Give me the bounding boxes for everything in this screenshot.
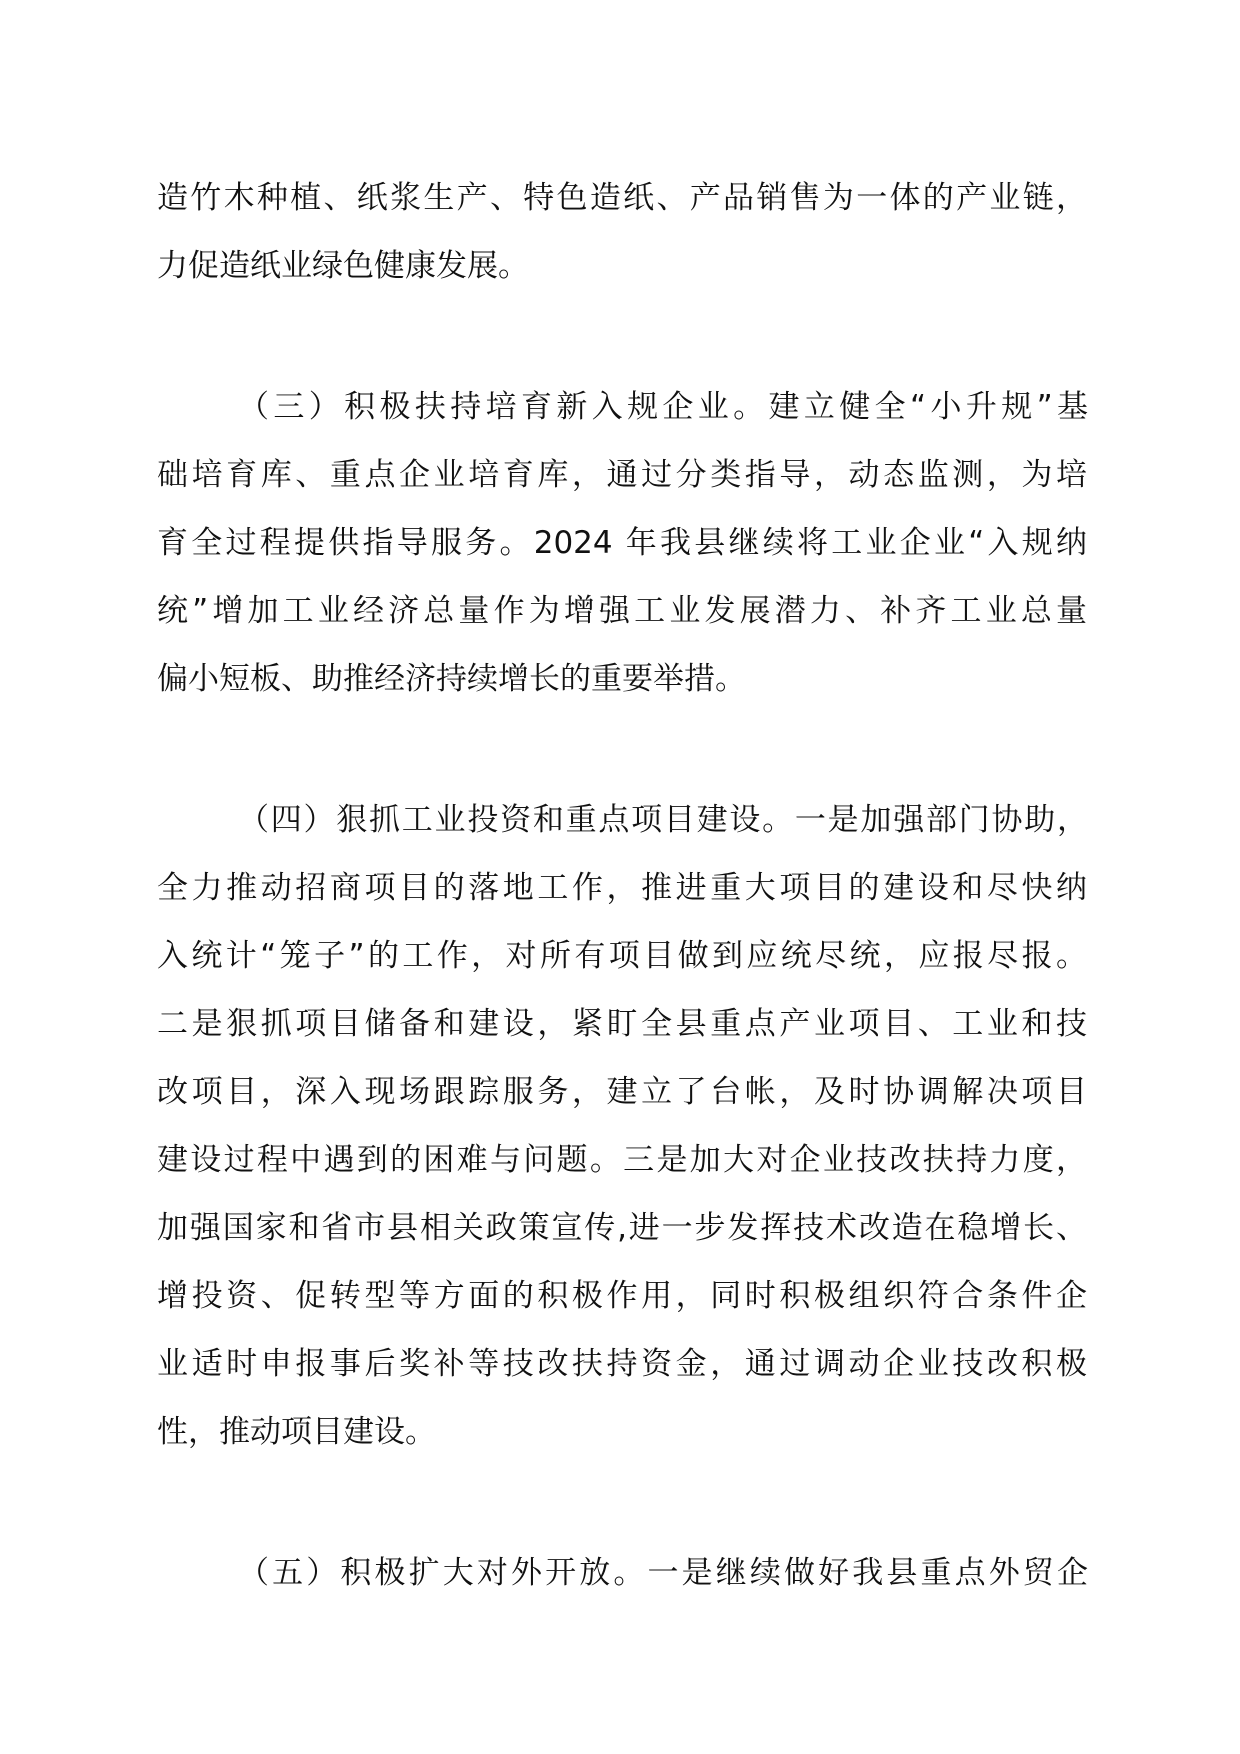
paragraph-3-line-2: 全力推动招商项目的落地工作，推进重大项目的建设和尽快纳 bbox=[157, 870, 1087, 906]
paragraph-1-line-1: 造竹木种植、纸浆生产、特色造纸、产品销售为一体的产业链， bbox=[157, 180, 1087, 216]
paragraph-1-line-2: 力促造纸业绿色健康发展。 bbox=[157, 248, 529, 284]
paragraph-3-line-5: 改项目，深入现场跟踪服务，建立了台帐，及时协调解决项目 bbox=[157, 1074, 1087, 1110]
paragraph-3-line-9: 业适时申报事后奖补等技改扶持资金，通过调动企业技改积极 bbox=[157, 1346, 1087, 1382]
paragraph-2-line-2: 础培育库、重点企业培育库，通过分类指导，动态监测，为培 bbox=[157, 457, 1087, 493]
paragraph-3-line-4: 二是狠抓项目储备和建设，紧盯全县重点产业项目、工业和技 bbox=[157, 1006, 1087, 1042]
paragraph-3-line-8: 增投资、促转型等方面的积极作用，同时积极组织符合条件企 bbox=[157, 1278, 1087, 1314]
paragraph-2-line-5: 偏小短板、助推经济持续增长的重要举措。 bbox=[157, 661, 746, 697]
paragraph-2-line-1: （三）积极扶持培育新入规企业。建立健全“小升规”基 bbox=[238, 389, 1088, 425]
paragraph-3-line-3: 入统计“笼子”的工作，对所有项目做到应统尽统，应报尽报。 bbox=[157, 938, 1087, 974]
paragraph-3-line-7: 加强国家和省市县相关政策宣传,进一步发挥技术改造在稳增长、 bbox=[157, 1210, 1087, 1246]
paragraph-3-line-6: 建设过程中遇到的困难与问题。三是加大对企业技改扶持力度， bbox=[157, 1142, 1087, 1178]
paragraph-3-line-1: （四）狠抓工业投资和重点项目建设。一是加强部门协助， bbox=[238, 802, 1088, 838]
paragraph-2-line-3: 育全过程提供指导服务。2024 年我县继续将工业企业“入规纳 bbox=[157, 525, 1087, 561]
paragraph-4-line-1: （五）积极扩大对外开放。一是继续做好我县重点外贸企 bbox=[238, 1555, 1088, 1591]
paragraph-3-line-10: 性，推动项目建设。 bbox=[157, 1414, 436, 1450]
paragraph-2-line-4: 统”增加工业经济总量作为增强工业发展潜力、补齐工业总量 bbox=[157, 593, 1087, 629]
